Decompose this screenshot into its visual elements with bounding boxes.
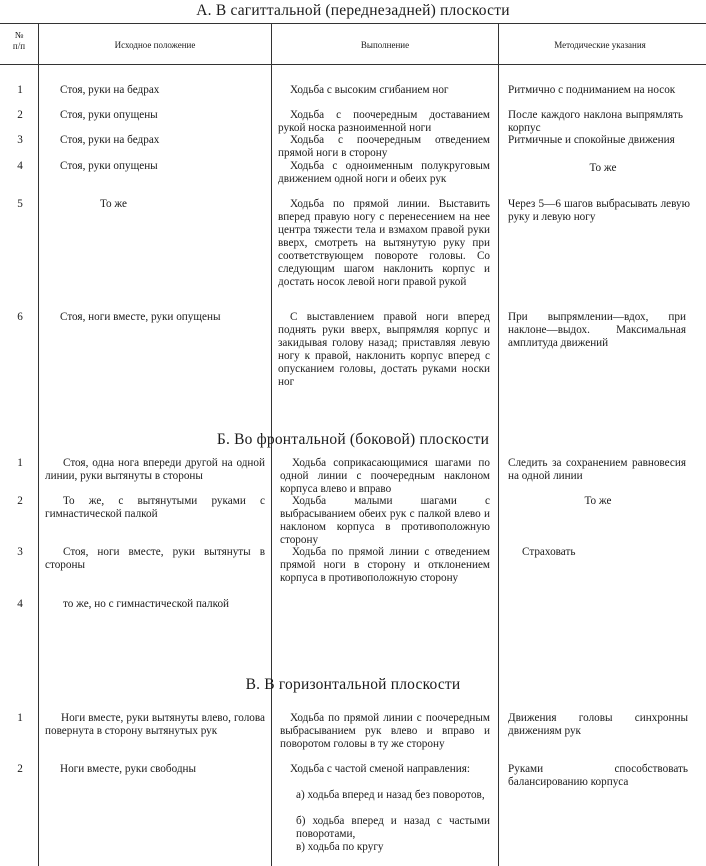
- header-bottom-rule: [0, 64, 706, 65]
- row-num: 2: [17, 763, 23, 775]
- row-num: 4: [17, 160, 23, 172]
- start-position-cell: Стоя, ноги вместе, руки опущены: [60, 311, 221, 323]
- header-start-position: Исходное положение: [114, 40, 196, 50]
- start-position-cell: Стоя, руки на бедрах: [60, 134, 160, 146]
- header-top-rule: [0, 23, 706, 24]
- notes-cell: После каждого наклона выпрямлять корпус: [508, 109, 683, 134]
- execution-cell: Ходьба с частой сменой направления:: [290, 763, 470, 775]
- notes-cell: То же: [589, 162, 617, 174]
- execution-cell: Ходьба по прямой линии. Выставить вперед правую ногу с перенесением на нее центра тяжести тела и взмахом правой руки вверх, смотреть на вытянутую руку при соответствующем повороте головы. Со следующим шагом наклонить корпус и достать носок левой ноги правой рукой: [278, 198, 490, 288]
- start-position-cell: Стоя, руки опущены: [60, 160, 158, 172]
- notes-cell: Следить за сохранением равновесия на одной линии: [508, 457, 686, 482]
- row-num: 5: [17, 198, 23, 210]
- row-num: 4: [17, 598, 23, 610]
- start-position-cell: Ноги вместе, руки свободны: [60, 763, 197, 775]
- row-num: 1: [17, 712, 23, 724]
- notes-cell: То же: [584, 495, 612, 507]
- execution-cell: Ходьба по прямой линии с поочередным выбрасыванием рук влево и вправо и поворотом головы в ту же сторону: [280, 712, 490, 750]
- start-position-cell: то же, но с гимнастической палкой: [63, 598, 230, 610]
- start-position-cell: Стоя, руки на бедрах: [60, 84, 160, 96]
- execution-subitem: б) ходьба вперед и назад с частыми поворотами,: [296, 815, 490, 840]
- execution-subitem: а) ходьба вперед и назад без поворотов,: [296, 789, 485, 801]
- start-position-cell: Ноги вместе, руки вытянуты влево, голова повернута в сторону вытянутых рук: [45, 712, 265, 737]
- start-position-cell: Стоя, ноги вместе, руки вытянуты в стороны: [45, 546, 265, 571]
- notes-cell: Ритмичные и спокойные движения: [508, 134, 675, 146]
- notes-cell: Страховать: [522, 546, 576, 558]
- notes-cell: При выпрямлении—вдох, при наклоне—выдох. Максимальная амплитуда движений: [508, 311, 686, 349]
- start-position-cell: То же, с вытянутыми руками с гимнастической палкой: [45, 495, 265, 520]
- notes-cell: Через 5—6 шагов выбрасывать левую руку и левую ногу: [508, 198, 690, 223]
- execution-cell: Ходьба малыми шагами с выбрасыванием обеих рук с палкой влево и наклоном корпуса в противоположную сторону: [280, 495, 490, 546]
- execution-cell: Ходьба по прямой линии с отведением прямой ноги в сторону и отклонением корпуса в противоположную сторону: [280, 546, 490, 584]
- section-a-title: А. В сагиттальной (переднезадней) плоскости: [196, 2, 510, 19]
- header-execution: Выполнение: [360, 40, 410, 50]
- start-position-cell: То же: [100, 198, 127, 210]
- section-c-title: В. В горизонтальной плоскости: [245, 676, 461, 693]
- execution-cell: Ходьба с высоким сгибанием ног: [290, 84, 449, 96]
- execution-cell: Ходьба с поочередным доставанием рукой носка разноименной ноги: [278, 109, 490, 134]
- execution-subitem: в) ходьба по кругу: [296, 841, 384, 853]
- row-num: 2: [17, 109, 23, 121]
- notes-cell: Ритмично с подниманием на носок: [508, 84, 676, 96]
- execution-cell: Ходьба соприкасающимися шагами по одной линии с поочередным наклоном корпуса влево и вправо: [280, 457, 490, 495]
- start-position-cell: Стоя, руки опущены: [60, 109, 158, 121]
- start-position-cell: Стоя, одна нога впереди другой на одной линии, руки вытянуты в стороны: [45, 457, 265, 482]
- notes-cell: Руками способствовать балансированию корпуса: [508, 763, 688, 788]
- execution-cell: С выставлением правой ноги вперед поднять руки вверх, выпрямляя корпус и закидывая голову назад; приставляя левую ногу к правой, наклонить корпус вперед с опусканием головы, достать руками носки ног: [278, 311, 490, 388]
- execution-cell: Ходьба с одноименным полукруговым движением одной ноги и обеих рук: [278, 160, 490, 185]
- notes-cell: Движения головы синхронны движениям рук: [508, 712, 688, 737]
- execution-cell: Ходьба с поочередным отведением прямой ноги в сторону: [278, 134, 490, 159]
- row-num: 1: [17, 457, 23, 469]
- header-num: № п/п: [12, 30, 26, 51]
- header-notes: Методические указания: [554, 40, 646, 50]
- section-b-title: Б. Во фронтальной (боковой) плоскости: [216, 431, 490, 448]
- row-num: 3: [17, 134, 23, 146]
- row-num: 6: [17, 311, 23, 323]
- row-num: 3: [17, 546, 23, 558]
- row-num: 1: [17, 84, 23, 96]
- row-num: 2: [17, 495, 23, 507]
